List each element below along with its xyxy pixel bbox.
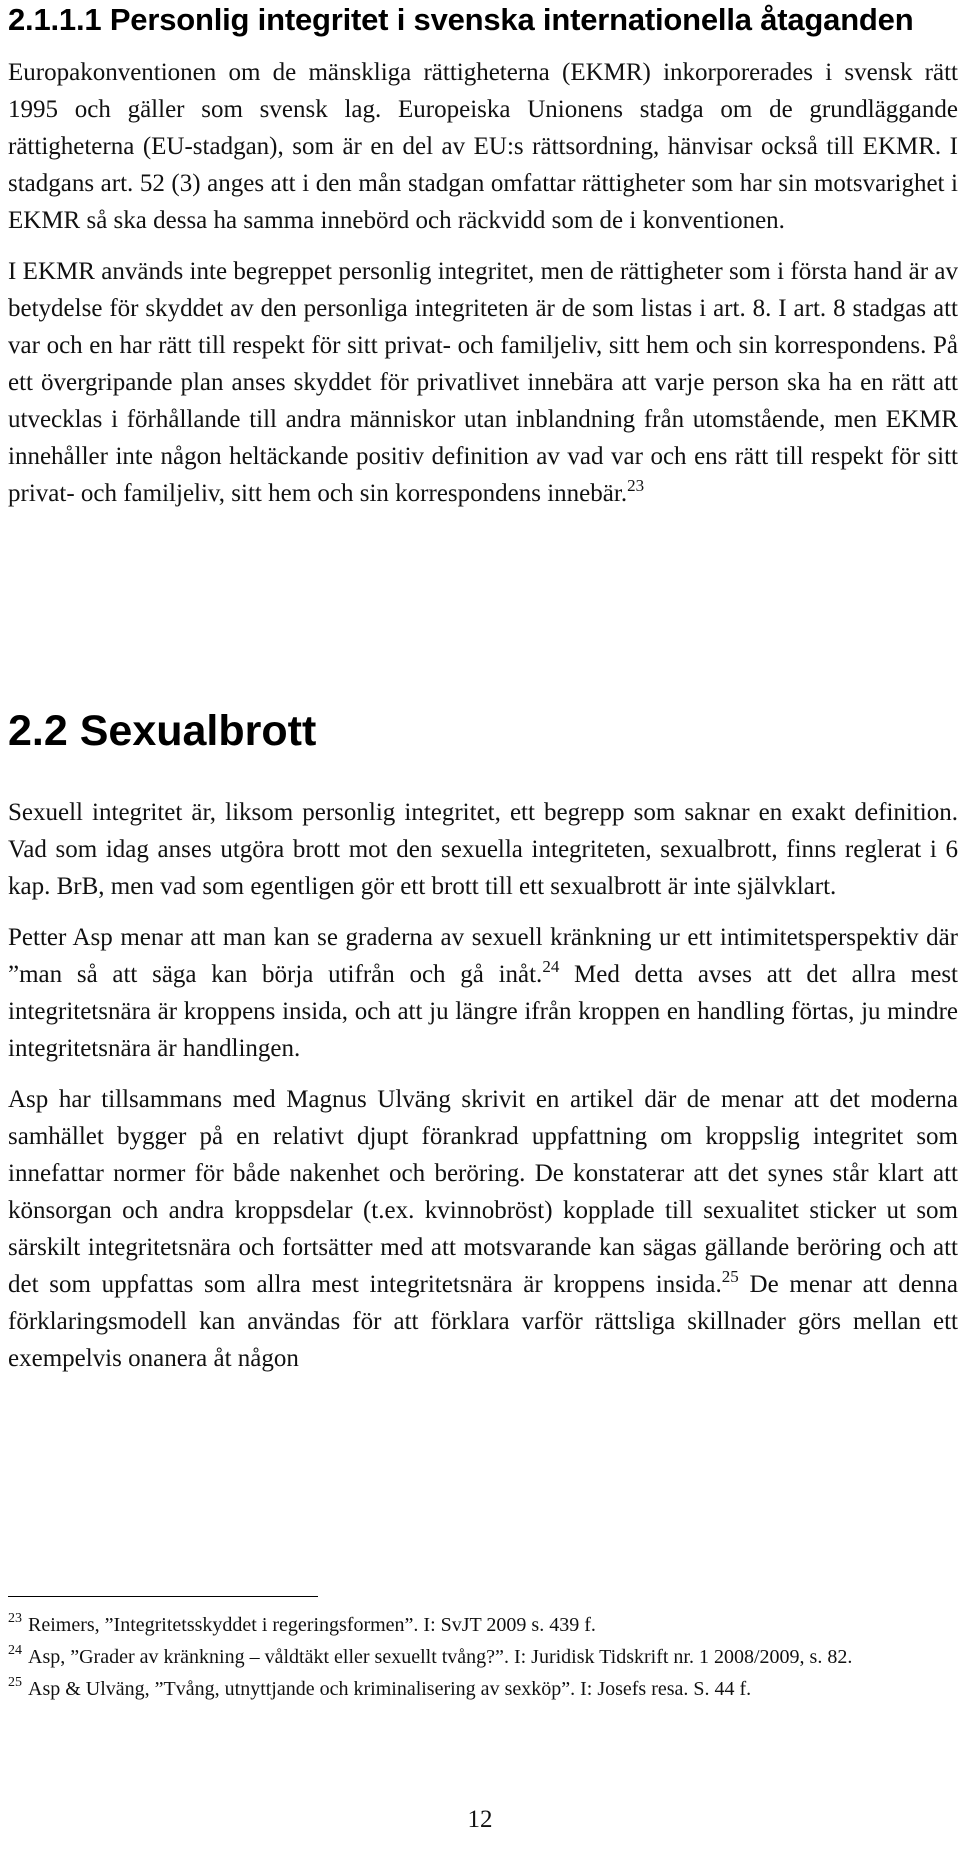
- document-page: [8, 0, 958, 1851]
- subsection-block: [8, 0, 958, 512]
- section-block: [8, 706, 958, 1377]
- footnote-23: [8, 1610, 908, 1640]
- section-heading: 2.2 Sexualbrott: [8, 707, 317, 755]
- footnote-number: 23: [8, 1611, 22, 1626]
- footnote-25: [8, 1674, 908, 1704]
- footnote-text: Asp, ”Grader av kränkning – våldtäkt eller sexuellt tvång?”. I: Juridisk Tidskrift nr. 1 2008/2009, s. 82.: [28, 1646, 853, 1668]
- footnote-text: Asp & Ulväng, ”Tvång, utnyttjande och kriminalisering av sexköp”. I: Josefs resa. S. 44 f.: [28, 1678, 752, 1700]
- subsection-paragraph-2: [8, 253, 958, 512]
- footnote-24: [8, 1642, 908, 1672]
- footnote-number: 24: [8, 1643, 22, 1658]
- section-paragraph-2: [8, 919, 958, 1067]
- footnote-ref-24[interactable]: 24: [542, 957, 560, 976]
- section-paragraph-1: Sexuell integritet är, liksom personlig integritet, ett begrepp som saknar en exakt definition. Vad som idag anses utgöra brott mot den sexuella integriteten, sexualbrott, finns reglerat i 6 kap. BrB, men vad som egentligen gör ett brott till ett sexualbrott är inte självklart.: [8, 799, 958, 900]
- subsection-heading: 2.1.1.1 Personlig integritet i svenska internationella åtaganden: [8, 2, 914, 37]
- section-paragraph-2-text-b: Med detta avses att det allra mest integritetsnära är kroppens insida, och att ju längre ifrån kroppen en handling förtas, ju mindre integritetsnära är handlingen.: [8, 961, 959, 1062]
- page-number: 12: [467, 1806, 493, 1833]
- footnote-ref-23[interactable]: 23: [627, 476, 645, 495]
- section-paragraph-3: [8, 1081, 958, 1377]
- footnotes: [8, 1610, 908, 1704]
- subsection-paragraph-2-text: I EKMR används inte begreppet personlig integritet, men de rättigheter som i första hand är av betydelse för skyddet av den personliga integriteten är de som listas i art. 8. I art. 8 stadgas att var och en har rätt till respekt för sitt privat- och familjeliv, sitt hem och sin korrespondens. På ett övergripande plan anses skyddet för privatlivet innebära att varje person ska ha en rätt att utvecklas i förhållande till andra människor utan inblandning från utomstående, men EKMR innehåller inte någon heltäckande positiv definition av vad var och ens rätt till respekt för sitt privat- och familjeliv, sitt hem och sin korrespondens innebär.: [8, 258, 958, 507]
- section-paragraph-3-text-b: De menar att denna förklaringsmodell kan användas för att förklara varför rättsliga skillnader görs mellan ett exempelvis onanera åt någon: [8, 1271, 959, 1372]
- footnote-number: 25: [8, 1675, 22, 1690]
- footnote-ref-25[interactable]: 25: [721, 1267, 739, 1286]
- section-paragraph-3-text-a: Asp har tillsammans med Magnus Ulväng skrivit en artikel där de menar att det moderna samhället bygger på en relativt djupt förankrad uppfattning om kroppslig integritet som innefattar normer för både nakenhet och beröring. De konstaterar att det synes står klart att könsorgan och andra kroppsdelar (t.ex. kvinnobröst) kopplade till sexualitet sticker ut som särskilt integritetsnära och fortsätter med att motsvarande kan sägas gällande beröring och att det som uppfattas som allra mest integritetsnära är kroppens insida.: [8, 1086, 958, 1298]
- footnote-text: Reimers, ”Integritetsskyddet i regeringsformen”. I: SvJT 2009 s. 439 f.: [28, 1614, 596, 1636]
- section-paragraph-2-text-a: Petter Asp menar att man kan se graderna av sexuell kränkning ur ett intimitetsperspektiv där ”man så att säga kan börja utifrån och gå inåt.: [8, 924, 958, 988]
- subsection-paragraph-1: Europakonventionen om de mänskliga rättigheterna (EKMR) inkorporerades i svensk rätt 1995 och gäller som svensk lag. Europeiska Unionens stadga om de grundläggande rättigheterna (EU-stadgan), som är en del av EU:s rättsordning, hänvisar också till EKMR. I stadgans art. 52 (3) anges att i den mån stadgan omfattar rättigheter som har sin motsvarighet i EKMR så ska dessa ha samma innebörd och räckvidd som de i konventionen.: [8, 59, 958, 234]
- footnote-separator: [8, 1596, 318, 1597]
